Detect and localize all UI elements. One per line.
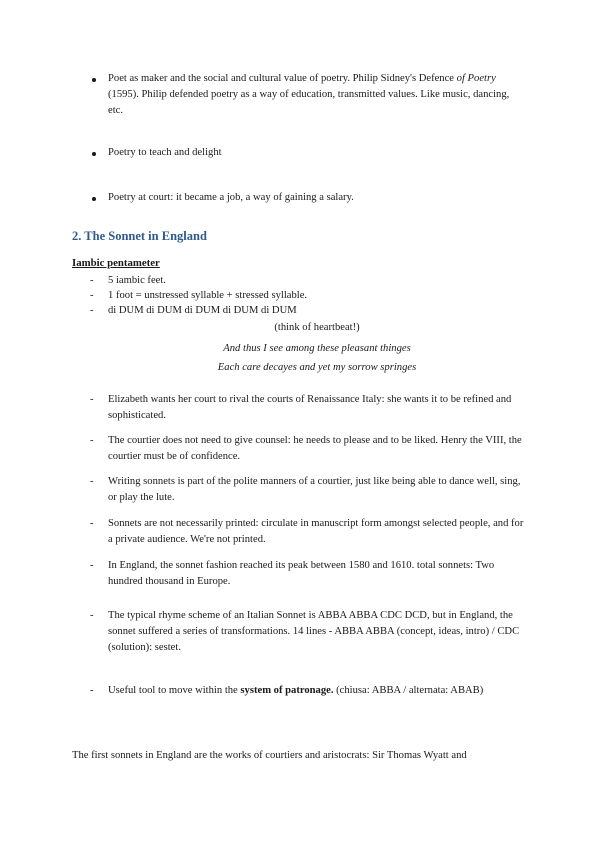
subheading: Iambic pentameter: [72, 257, 160, 269]
list-item: 5 iambic feet.: [108, 275, 166, 286]
bullet-dot-icon: [92, 197, 96, 201]
verse-line: [108, 360, 526, 376]
verse-text: And thus I see among these pleasant thinges: [223, 343, 411, 354]
verse-line: [108, 341, 526, 357]
list-item: 1 foot = unstressed syllable + stressed syllable.: [108, 290, 308, 301]
list-item: Writing sonnets is part of the polite manners of a courtier, just like being able to dance well, sing, or play the lute.: [108, 476, 521, 503]
dash-icon: -: [90, 394, 94, 405]
bullet-text: Poet as maker and the social and cultural value of poetry. Philip Sidney's Defence: [108, 73, 457, 84]
dash-icon: -: [90, 518, 94, 529]
dash-icon: -: [90, 435, 94, 446]
dash-icon: -: [90, 685, 94, 696]
list-item: In England, the sonnet fashion reached its peak between 1580 and 1610. total sonnets: Two hundred thousand in Europe.: [108, 560, 495, 587]
dash-icon: -: [90, 305, 94, 316]
bullet-dot-icon: [92, 78, 96, 82]
section-heading: 2. The Sonnet in England: [72, 229, 207, 243]
list-text: (chiusa: ABBA / alternata: ABAB): [333, 685, 484, 696]
list-item: Sonnets are not necessarily printed: circulate in manuscript form amongst selected people, and for a private audience. We're not printed.: [108, 518, 524, 545]
list-item: [108, 683, 526, 699]
dash-icon: -: [90, 290, 94, 301]
heartbeat-note: (think of heartbeat!): [274, 322, 360, 333]
dash-icon: -: [90, 476, 94, 487]
bullet-text: Poetry to teach and delight: [108, 147, 222, 158]
dash-icon: -: [90, 560, 94, 571]
list-text: Useful tool to move within the: [108, 685, 241, 696]
bullet-text: (1595). Philip defended poetry as a way of education, transmitted values. Like music, dancing, etc.: [108, 89, 510, 116]
list-item: Elizabeth wants her court to rival the courts of Renaissance Italy: she wants it to be refined and sophisticated.: [108, 394, 512, 421]
list-item: di DUM di DUM di DUM di DUM di DUM: [108, 305, 297, 316]
bullet-text: Poetry at court: it became a job, a way of gaining a salary.: [108, 192, 354, 203]
dash-icon: -: [90, 275, 94, 286]
bold-term: system of patronage.: [240, 685, 334, 696]
bullet-dot-icon: [92, 152, 96, 156]
closing-paragraph: The first sonnets in England are the works of courtiers and aristocrats: Sir Thomas Wyatt and: [72, 750, 467, 761]
verse-text: Each care decayes and yet my sorrow springes: [217, 362, 417, 373]
book-title: of Poetry: [456, 73, 496, 84]
list-item: The courtier does not need to give counsel: he needs to please and to be liked. Henry the VIII, the courtier must be of confidence.: [108, 435, 522, 462]
bullet-item: [108, 71, 526, 119]
bullet-item: [108, 145, 526, 161]
dash-icon: -: [90, 610, 94, 621]
bullet-item: [108, 190, 526, 206]
list-item: The typical rhyme scheme of an Italian Sonnet is ABBA ABBA CDC DCD, but in England, the sonnet suffered a series of transformations. 14 lines - ABBA ABBA (concept, ideas, intro) / CDC (solution): sestet.: [108, 610, 520, 653]
